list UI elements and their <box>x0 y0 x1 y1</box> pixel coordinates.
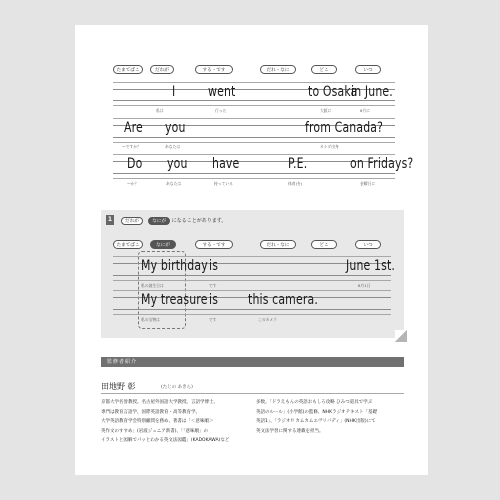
sentence-word: I <box>172 84 176 100</box>
author-divider <box>101 393 404 394</box>
panel-label-where: どこ <box>311 240 337 249</box>
panel-number-badge: 1 <box>107 216 113 223</box>
sentence-gloss: 行った <box>215 108 227 113</box>
panel-sentence-word: is <box>209 258 219 274</box>
sentence-word: went <box>208 84 236 100</box>
sentence-word: in June. <box>351 84 393 100</box>
bio-line: 英語のルール」(小学館)の監修、NHKラジオテキスト「基礎 <box>256 409 378 415</box>
guide-line <box>113 118 395 119</box>
label-where: どこ <box>311 65 337 74</box>
panel-sentence-gloss: 6月1日 <box>358 283 371 288</box>
sentence-gloss: 大阪に <box>320 108 332 113</box>
bio-line: 多数。「ドラえもんの英語おもしろ攻略 ひみつ道具で学ぶ <box>256 400 373 405</box>
guide-line <box>113 105 395 106</box>
sentence-gloss: ～ですか？ <box>122 144 141 149</box>
author-reading: (たじの あきら) <box>161 385 193 390</box>
panel-sentence-word: this camera. <box>248 292 318 308</box>
guide-line <box>113 314 391 315</box>
panel-title-text: になることがあります。 <box>171 218 227 224</box>
panel-label-tamatebako: たまてばこ <box>113 240 143 249</box>
panel-label-when: いつ <box>355 240 381 249</box>
sentence-gloss: 持っている <box>214 181 233 186</box>
panel-sentence-gloss: 私の誕生日は <box>141 283 164 288</box>
page-curl-decoration <box>395 330 407 342</box>
sentence-word: have <box>212 156 240 172</box>
guide-line <box>113 100 395 101</box>
sentence-word: you <box>167 156 188 172</box>
panel-sentence-word: My birthday <box>141 258 208 274</box>
label-tamatebako: たまてばこ <box>113 65 143 74</box>
guide-line <box>113 275 391 276</box>
guide-line <box>113 142 395 143</box>
guide-line <box>113 154 395 155</box>
guide-line <box>113 309 391 310</box>
sentence-gloss: 6月に <box>360 108 371 113</box>
panel-sentence-gloss: 私の宝物は <box>141 317 160 322</box>
bio-line: 専門は教育言語学、国際英語教育・高等教育学。 <box>101 409 200 415</box>
bio-line: 英文法学習に関する連載を担当。 <box>256 428 324 434</box>
sentence-word: from Canada? <box>305 120 384 136</box>
guide-line <box>113 173 395 174</box>
guide-line <box>113 82 395 83</box>
guide-line <box>113 280 391 281</box>
sentence-gloss: ～か？ <box>127 181 139 186</box>
bio-line: 大学英語教育学会特別顧問を務め、著書は「＜意味順＞ <box>101 419 214 424</box>
panel-sentence-gloss: です <box>209 283 217 288</box>
panel-label-do-be: する・です <box>195 240 233 249</box>
bio-line: 英作文のすすめ」(岩波ジュニア新書)、「「意味順」の <box>101 428 208 434</box>
sentence-word: you <box>165 120 186 136</box>
author-bio-column-1 <box>101 398 249 446</box>
guide-line <box>113 256 391 257</box>
panel-label-what: なにが <box>150 240 176 249</box>
author-name: 田地野 彰 <box>101 382 136 391</box>
panel-sentence-word: My treasure <box>141 292 208 308</box>
panel-sentence-gloss: このカメラ <box>258 317 277 322</box>
sentence-gloss: カナダ出身 <box>320 144 339 149</box>
guide-line <box>113 178 395 179</box>
sentence-word: to Osaka <box>308 84 358 100</box>
guide-line <box>113 290 391 291</box>
panel-title-what: なにが <box>148 217 170 225</box>
sentence-word: Are <box>124 120 143 136</box>
bio-line: 京都大学名誉教授。名古屋外国語大学教授。言語学博士。 <box>101 400 218 405</box>
panel-sentence-word: June 1st. <box>346 258 396 274</box>
panel-title <box>121 217 226 225</box>
label-who: だれが <box>150 65 174 74</box>
label-do-be: する・です <box>195 65 233 74</box>
sentence-word: P.E. <box>288 156 308 172</box>
bio-line: 英語1」、「ラジオ!! カムカムエヴリバディ」(NHK出版)にて <box>256 419 376 424</box>
sentence-gloss: 体育(を) <box>288 181 303 186</box>
supervisor-heading-bar <box>101 357 404 367</box>
label-when: いつ <box>355 65 381 74</box>
guide-line <box>113 137 395 138</box>
supervisor-heading: 監修者紹介 <box>107 359 138 365</box>
sentence-word: Do <box>127 156 143 172</box>
panel-label-who-what: だれ・なに <box>260 240 296 249</box>
panel-title-who: だれが <box>121 217 143 225</box>
sentence-gloss: あなたは <box>165 144 181 149</box>
sentence-gloss: 私は <box>156 108 164 113</box>
panel-sentence-gloss: です <box>209 317 217 322</box>
sentence-word: on Fridays? <box>350 156 414 172</box>
bio-line: イラストと図解でパッとわかる英文法図鑑」(KADOKAWA)など <box>101 438 230 443</box>
sentence-gloss: 金曜日に <box>360 181 376 186</box>
label-who-what: だれ・なに <box>260 65 296 74</box>
sentence-gloss: あなたは <box>166 181 182 186</box>
panel-sentence-word: is <box>209 292 219 308</box>
author-bio-column-2 <box>256 398 404 436</box>
